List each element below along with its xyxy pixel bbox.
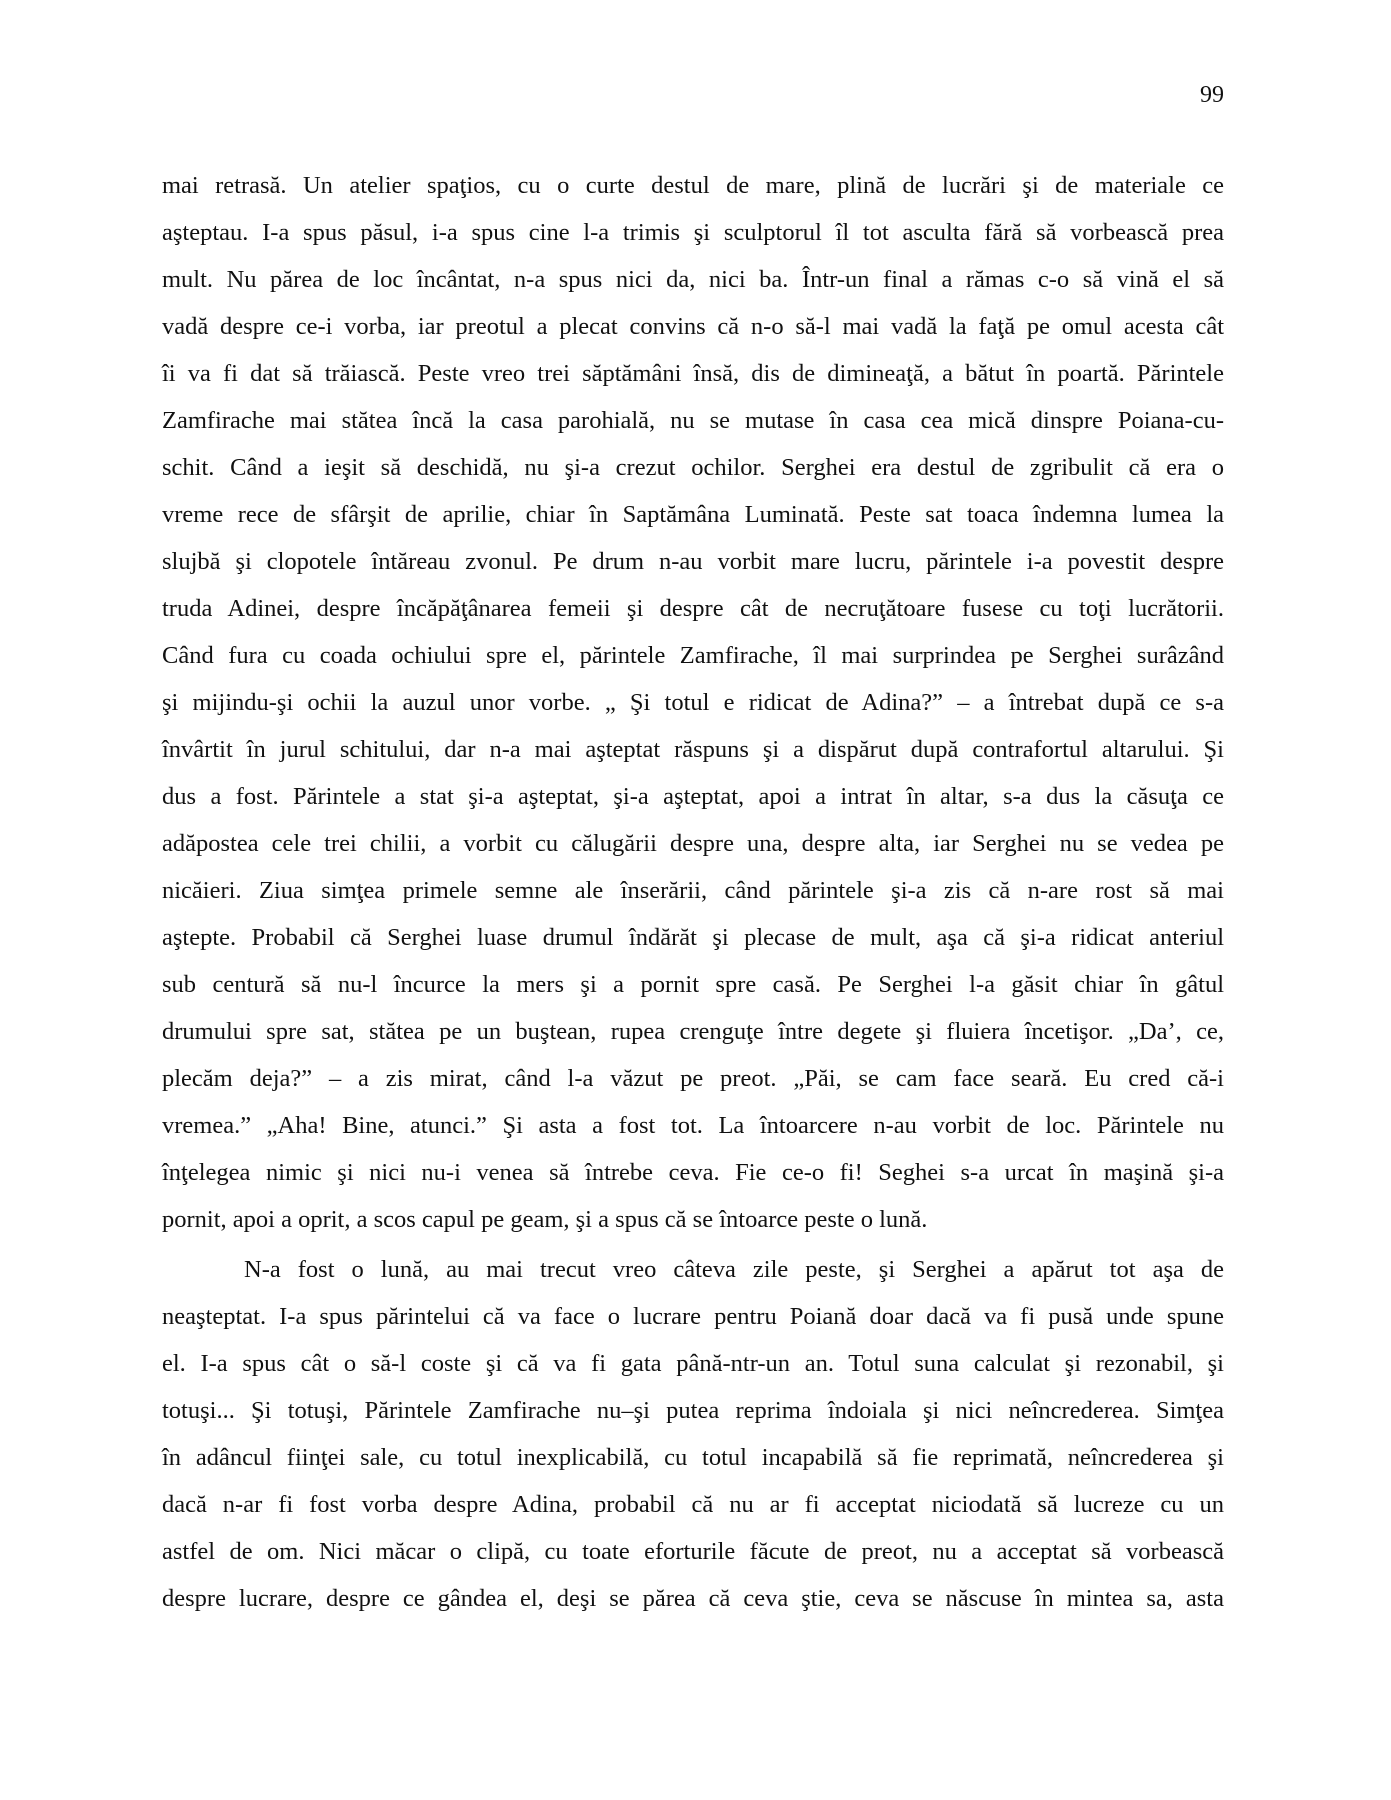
text-line: N-a fost o lună, au mai trecut vreo câteva zile peste, şi Serghei a apărut tot aşa de	[244, 1256, 1224, 1283]
text-line: neaşteptat. I-a spus părintelui că va face o lucrare pentru Poiană doar dacă va fi pusă unde spune	[162, 1303, 1224, 1330]
text-line: schit. Când a ieşit să deschidă, nu şi-a crezut ochilor. Serghei era destul de zgribulit că era o	[162, 454, 1224, 481]
text-line: sub centură să nu-l încurce la mers şi a pornit spre casă. Pe Serghei l-a găsit chiar în gâtul	[162, 971, 1224, 998]
text-line: îi va fi dat să trăiască. Peste vreo trei săptămâni însă, dis de dimineaţă, a bătut în poartă. Părintele	[162, 360, 1224, 387]
text-line: în adâncul fiinţei sale, cu totul inexplicabilă, cu totul incapabilă să fie reprimată, neîncrederea şi	[162, 1444, 1224, 1471]
text-line: aşteptau. I-a spus păsul, i-a spus cine l-a trimis şi sculptorul îl tot asculta fără să vorbească prea	[162, 219, 1224, 246]
text-line: truda Adinei, despre încăpăţânarea femeii şi despre cât de necruţătoare fusese cu toţi lucrătorii.	[162, 595, 1224, 622]
text-line: înţelegea nimic şi nici nu-i venea să întrebe ceva. Fie ce-o fi! Seghei s-a urcat în maşină şi-a	[162, 1159, 1224, 1186]
text-line: vadă despre ce-i vorba, iar preotul a plecat convins că n-o să-l mai vadă la faţă pe omul acesta cât	[162, 313, 1224, 340]
text-line: el. I-a spus cât o să-l coste şi că va fi gata până-ntr-un an. Totul suna calculat şi rezonabil, şi	[162, 1350, 1224, 1377]
text-line: Zamfirache mai stătea încă la casa parohială, nu se mutase în casa cea mică dinspre Poiana-cu-	[162, 407, 1224, 434]
text-line: nicăieri. Ziua simţea primele semne ale înserării, când părintele şi-a zis că n-are rost să mai	[162, 877, 1224, 904]
text-line: dacă n-ar fi fost vorba despre Adina, probabil că nu ar fi acceptat niciodată să lucreze cu un	[162, 1491, 1224, 1518]
text-line: aştepte. Probabil că Serghei luase drumul îndărăt şi plecase de mult, aşa că şi-a ridicat anteriul	[162, 924, 1224, 951]
text-line: plecăm deja?” – a zis mirat, când l-a văzut pe preot. „Păi, se cam face seară. Eu cred că-i	[162, 1065, 1224, 1092]
text-line: dus a fost. Părintele a stat şi-a aşteptat, şi-a aşteptat, apoi a intrat în altar, s-a dus la căsuţa ce	[162, 783, 1224, 810]
paragraph-1	[162, 162, 1224, 1243]
text-line: mai retrasă. Un atelier spaţios, cu o curte destul de mare, plină de lucrări şi de materiale ce	[162, 172, 1224, 199]
text-line: astfel de om. Nici măcar o clipă, cu toate eforturile făcute de preot, nu a acceptat să vorbească	[162, 1538, 1224, 1565]
text-line: totuşi... Şi totuşi, Părintele Zamfirache nu–şi putea reprima îndoiala şi nici neîncrederea. Simţea	[162, 1397, 1224, 1424]
body-text	[162, 162, 1224, 1622]
text-line: Când fura cu coada ochiului spre el, părintele Zamfirache, îl mai surprindea pe Serghei surâzând	[162, 642, 1224, 669]
text-line: drumului spre sat, stătea pe un buştean, rupea crenguţe între degete şi fluiera încetişor. „Da’, ce,	[162, 1018, 1224, 1045]
text-line: vreme rece de sfârşit de aprilie, chiar în Saptămâna Luminată. Peste sat toaca îndemna lumea la	[162, 501, 1224, 528]
paragraph-2	[162, 1246, 1224, 1622]
page-number: 99	[1200, 82, 1224, 108]
text-line: adăpostea cele trei chilii, a vorbit cu călugării despre una, despre alta, iar Serghei nu se vedea pe	[162, 830, 1224, 857]
text-line: despre lucrare, despre ce gândea el, deşi se părea că ceva ştie, ceva se născuse în mintea sa, asta	[162, 1585, 1224, 1612]
text-line: şi mijindu-şi ochii la auzul unor vorbe. „ Şi totul e ridicat de Adina?” – a întrebat după ce s-a	[162, 689, 1224, 716]
text-line: vremea.” „Aha! Bine, atunci.” Şi asta a fost tot. La întoarcere n-au vorbit de loc. Părintele nu	[162, 1112, 1224, 1139]
text-line: mult. Nu părea de loc încântat, n-a spus nici da, nici ba. Într-un final a rămas c-o să vină el să	[162, 266, 1224, 293]
text-line: pornit, apoi a oprit, a scos capul pe geam, şi a spus că se întoarce peste o lună.	[162, 1206, 928, 1233]
text-line: învârtit în jurul schitului, dar n-a mai aşteptat răspuns şi a dispărut după contrafortul altarului. Şi	[162, 736, 1224, 763]
text-line: slujbă şi clopotele întăreau zvonul. Pe drum n-au vorbit mare lucru, părintele i-a povestit despre	[162, 548, 1224, 575]
